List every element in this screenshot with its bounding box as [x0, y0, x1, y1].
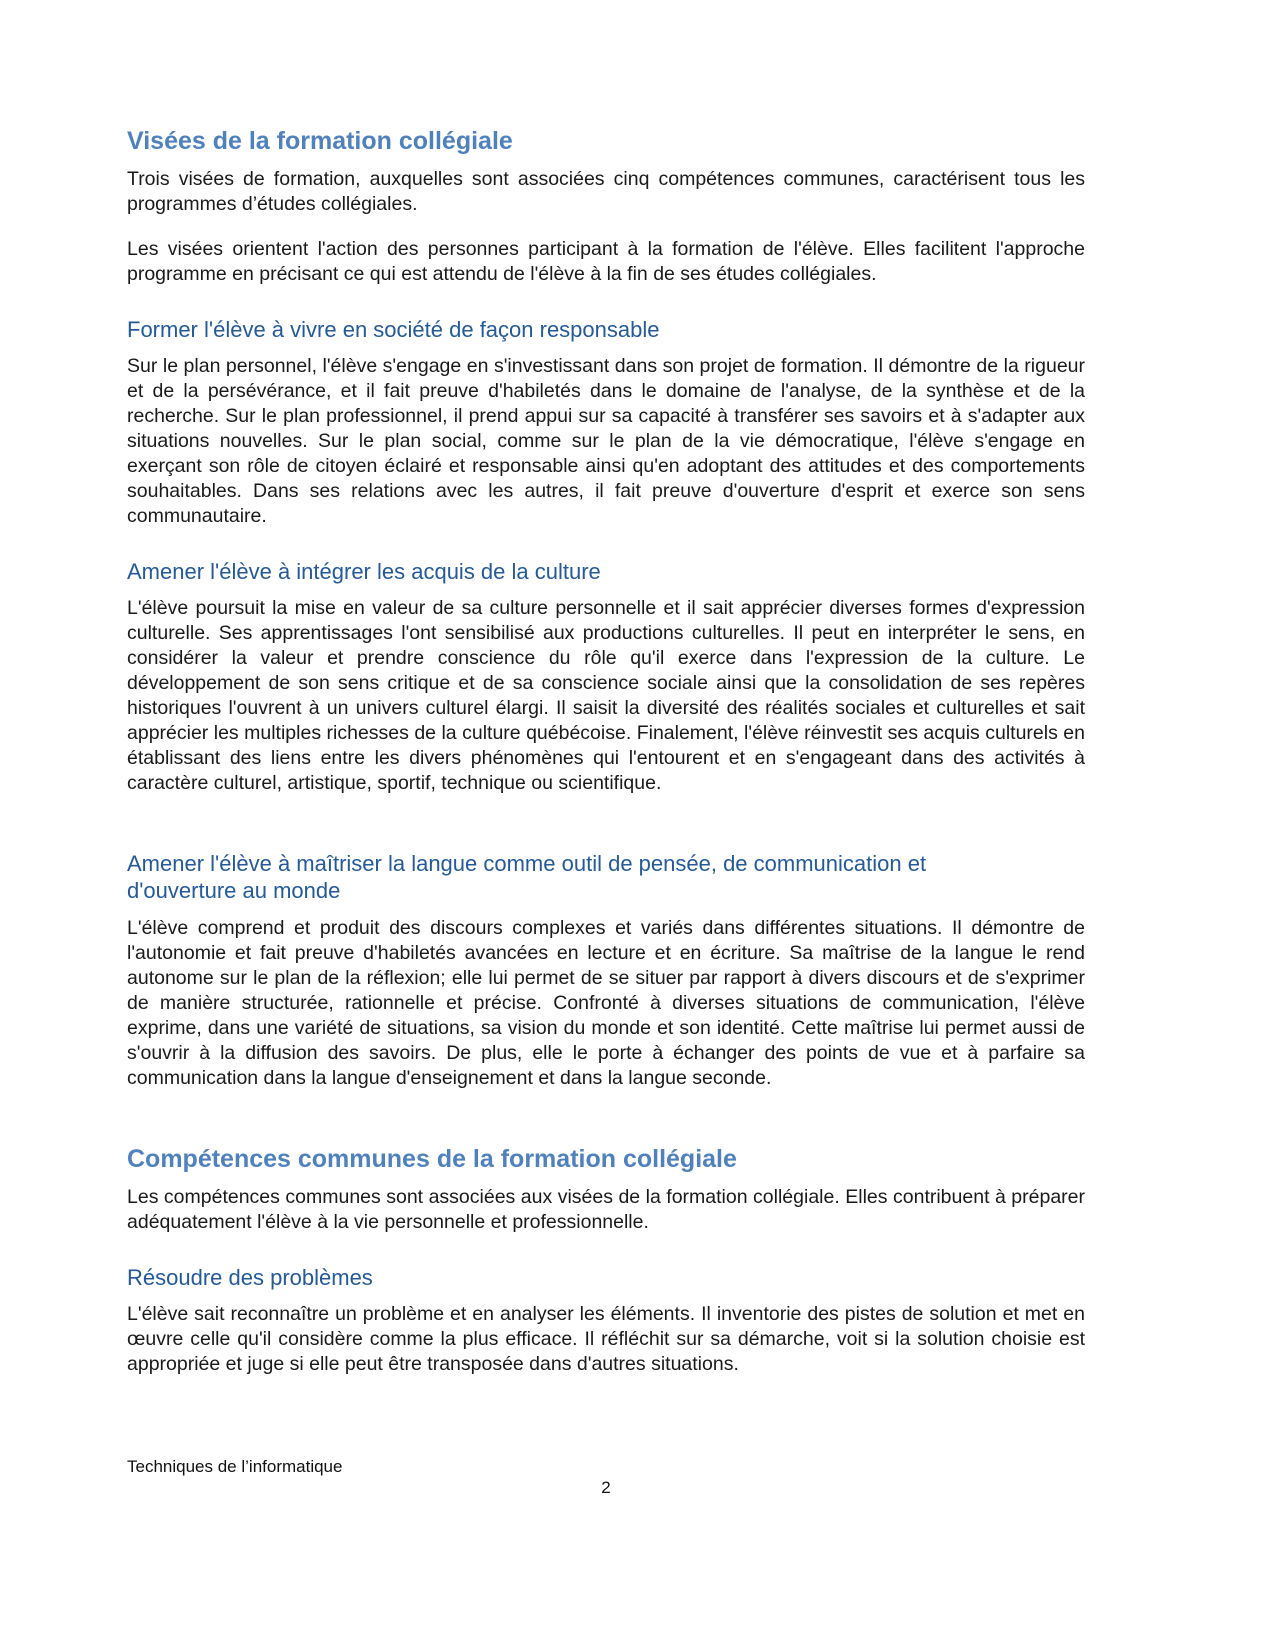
subheading-societe: Former l'élève à vivre en société de façon responsable: [127, 317, 660, 342]
section-heading-competences: Compétences communes de la formation collégiale: [127, 1145, 737, 1173]
intro-paragraph: Trois visées de formation, auxquelles sont associées cinq compétences communes, caractérisent tous les programmes d’études collégiales.: [127, 168, 1085, 215]
paragraph-culture: L'élève poursuit la mise en valeur de sa culture personnelle et il sait apprécier diverses formes d'expression culturelle. Ses apprentissages l'ont sensibilisé aux productions culturelles. Il peut en interpréter le sens, en considérer la valeur et prendre conscience du rôle qu'il exerce dans l'expression de la culture. Le développement de son sens critique et de sa conscience sociale ainsi que la consolidation de ses repères historiques l'ouvrent à un univers culturel élargi. Il saisit la diversité des réalités sociales et culturelles et sait apprécier les multiples richesses de la culture québécoise. Finalement, l'élève réinvestit ses acquis culturels en établissant des liens entre les divers phénomènes qui l'entourent et en s'engageant dans des activités à caractère culturel, artistique, sportif, technique ou scientifique.: [127, 597, 1085, 794]
paragraph-competences: Les compétences communes sont associées aux visées de la formation collégiale. Elles contribuent à préparer adéquatement l'élève à la vie personnelle et professionnelle.: [127, 1186, 1085, 1233]
footer-title: Techniques de l’informatique: [127, 1457, 343, 1476]
subheading-problemes: Résoudre des problèmes: [127, 1265, 373, 1290]
paragraph-societe: Sur le plan personnel, l'élève s'engage en s'investissant dans son projet de formation. Il démontre de la rigueur et de la persévérance, et il fait preuve d'habiletés dans le domaine de l'analyse, de la synthèse et de la recherche. Sur le plan professionnel, il prend appui sur sa capacité à transférer ses savoirs et à s'adapter aux situations nouvelles. Sur le plan social, comme sur le plan de la vie démocratique, l'élève s'engage en exerçant son rôle de citoyen éclairé et responsable ainsi qu'en adoptant des attitudes et des comportements souhaitables. Dans ses relations avec les autres, il fait preuve d'ouverture d'esprit et exerce son sens communautaire.: [127, 355, 1085, 527]
intro-paragraph-2: Les visées orientent l'action des personnes participant à la formation de l'élève. Elles facilitent l'approche programme en précisant ce qui est attendu de l'élève à la fin de ses études collégiales.: [127, 238, 1085, 285]
paragraph-problemes: L'élève sait reconnaître un problème et en analyser les éléments. Il inventorie des pistes de solution et met en œuvre celle qu'il considère comme la plus efficace. Il réfléchit sur sa démarche, voit si la solution choisie est appropriée et juge si elle peut être transposée dans d'autres situations.: [127, 1303, 1085, 1375]
subheading-langue: Amener l'élève à maîtriser la langue comme outil de pensée, de communication et d'ouverture au monde: [127, 851, 927, 903]
page-number: 2: [601, 1478, 611, 1497]
section-heading-visees: Visées de la formation collégiale: [127, 127, 513, 155]
paragraph-langue: L'élève comprend et produit des discours complexes et variés dans différentes situations. Il démontre de l'autonomie et fait preuve d'habiletés avancées en lecture et en écriture. Sa maîtrise de la langue le rend autonome sur le plan de la réflexion; elle lui permet de se situer par rapport à divers discours et de s'exprimer de manière structurée, rationnelle et précise. Confronté à diverses situations de communication, l'élève exprime, dans une variété de situations, sa vision du monde et son identité. Cette maîtrise lui permet aussi de s'ouvrir à la diffusion des savoirs. De plus, elle le porte à échanger des points de vue et à parfaire sa communication dans la langue d'enseignement et dans la langue seconde.: [127, 917, 1085, 1089]
subheading-culture: Amener l'élève à intégrer les acquis de la culture: [127, 559, 601, 584]
